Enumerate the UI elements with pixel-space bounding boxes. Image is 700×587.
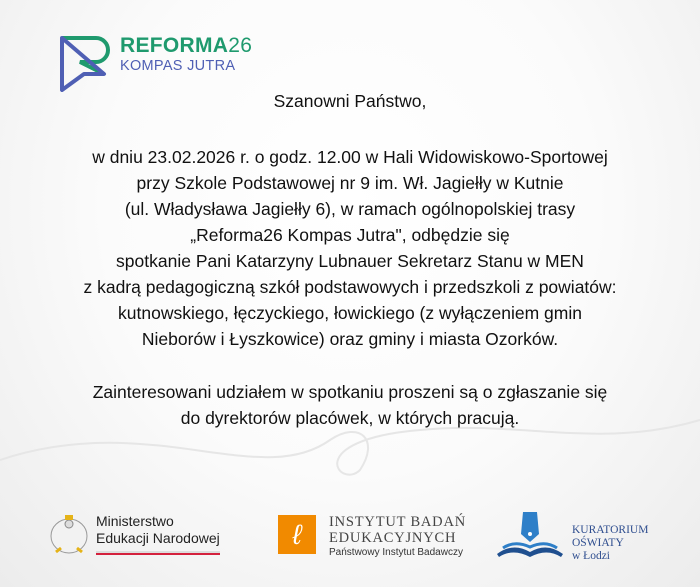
kuratorium-name: KURATORIUM OŚWIATY w Łodzi [572,524,649,562]
men-name: Ministerstwo Edukacji Narodowej [96,513,220,546]
partner-logos [0,500,700,587]
ibe-name: INSTYTUT BADAŃ EDUKACYJNYCH [329,514,466,546]
compass-logo-icon [58,34,114,92]
ibe-logo-icon: ℓ [278,515,316,554]
polish-flag-bar [96,551,220,555]
eagle-emblem-icon [48,512,90,558]
ibe-subtitle: Państwowy Instytut Badawczy [329,547,463,558]
kuratorium-book-icon [495,510,565,560]
logo-subtitle: KOMPAS JUTRA [120,58,236,74]
closing-text: Zainteresowani udziałem w spotkaniu proszeni są o zgłaszanie się do dyrektorów placówek, w których pracują. [92,382,608,428]
logo-title: REFORMA26 [120,34,253,57]
greeting: Szanowni Państwo, [273,91,427,111]
body-text: w dniu 23.02.2026 r. o godz. 12.00 w Hali Widowiskowo-Sportowej przy Szkole Podstawowej nr 9 im. Wł. Jagiełły w Kutnie (ul. Władysława Jagiełły 6), w ramach ogólnopolskiej trasy „Reforma26 Kompas Jutra", odbędzie się spotkanie Pani Katarzyny Lubnauer Sekretarz Stanu w MEN z kadrą pedagogiczną szkół podstawowych i przedszkoli z powiatów: kutnowskiego, łęczyckiego, łowickiego (z wyłączeniem gmin Nieborów i Łyszkowice) oraz gminy i miasta Ozorków. [83,147,617,349]
